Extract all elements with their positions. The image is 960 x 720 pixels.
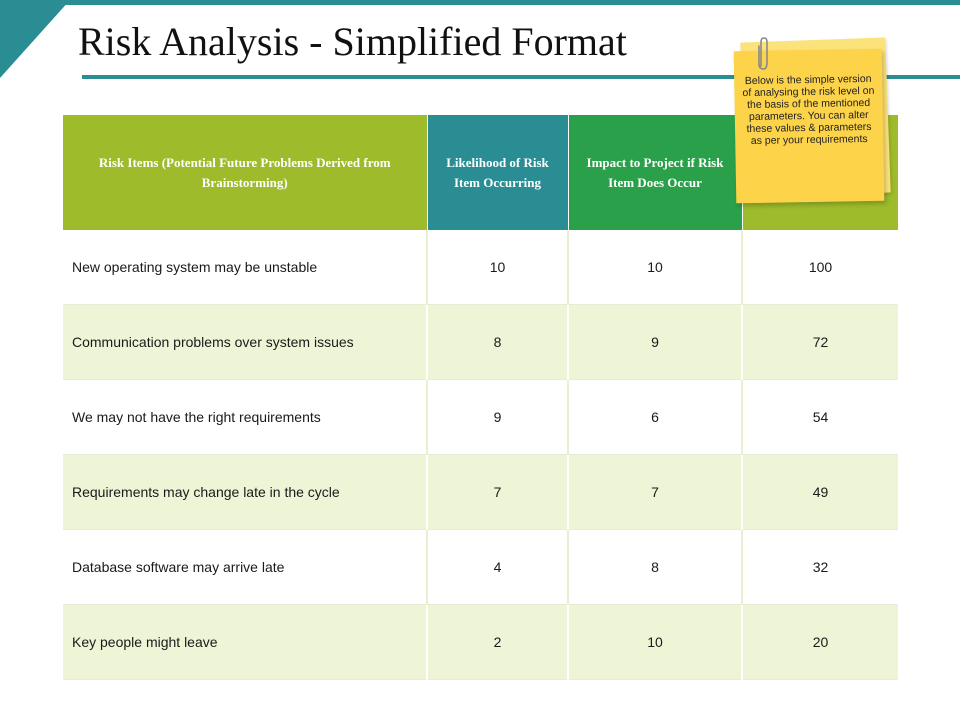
likelihood-cell: 7 [427, 455, 568, 530]
impact-cell: 10 [568, 605, 742, 680]
score-cell: 54 [742, 380, 898, 455]
table-row [63, 380, 898, 455]
impact-cell: 7 [568, 455, 742, 530]
table-row [63, 305, 898, 380]
risk-item-cell: Database software may arrive late [63, 530, 427, 605]
slide-title: Risk Analysis - Simplified Format [78, 19, 627, 64]
score-cell: 49 [742, 455, 898, 530]
header-impact: Impact to Project if Risk Item Does Occur [568, 115, 742, 230]
impact-cell: 9 [568, 305, 742, 380]
risk-item-cell: Key people might leave [63, 605, 427, 680]
table-row [63, 605, 898, 680]
sticky-note [735, 40, 895, 210]
risk-item-cell: We may not have the right requirements [63, 380, 427, 455]
impact-cell: 10 [568, 230, 742, 305]
score-cell: 20 [742, 605, 898, 680]
table-row [63, 455, 898, 530]
table-row [63, 530, 898, 605]
score-cell: 32 [742, 530, 898, 605]
score-cell: 72 [742, 305, 898, 380]
header-likelihood: Likelihood of Risk Item Occurring [427, 115, 568, 230]
paperclip-icon [757, 36, 771, 72]
likelihood-cell: 9 [427, 380, 568, 455]
risk-item-cell: New operating system may be unstable [63, 230, 427, 305]
header-risk-items: Risk Items (Potential Future Problems Derived from Brainstorming) [63, 115, 427, 230]
likelihood-cell: 4 [427, 530, 568, 605]
likelihood-cell: 8 [427, 305, 568, 380]
impact-cell: 8 [568, 530, 742, 605]
likelihood-cell: 2 [427, 605, 568, 680]
risk-item-cell: Communication problems over system issues [63, 305, 427, 380]
corner-accent-triangle [0, 0, 70, 78]
risk-item-cell: Requirements may change late in the cycle [63, 455, 427, 530]
score-cell: 100 [742, 230, 898, 305]
likelihood-cell: 10 [427, 230, 568, 305]
top-accent-bar [0, 0, 960, 5]
sticky-note-text: Below is the simple version of analysing the risk level on the basis of the mentioned parameters. You can alter these values & parameters as per your requirements [734, 49, 885, 204]
table-row [63, 230, 898, 305]
impact-cell: 6 [568, 380, 742, 455]
